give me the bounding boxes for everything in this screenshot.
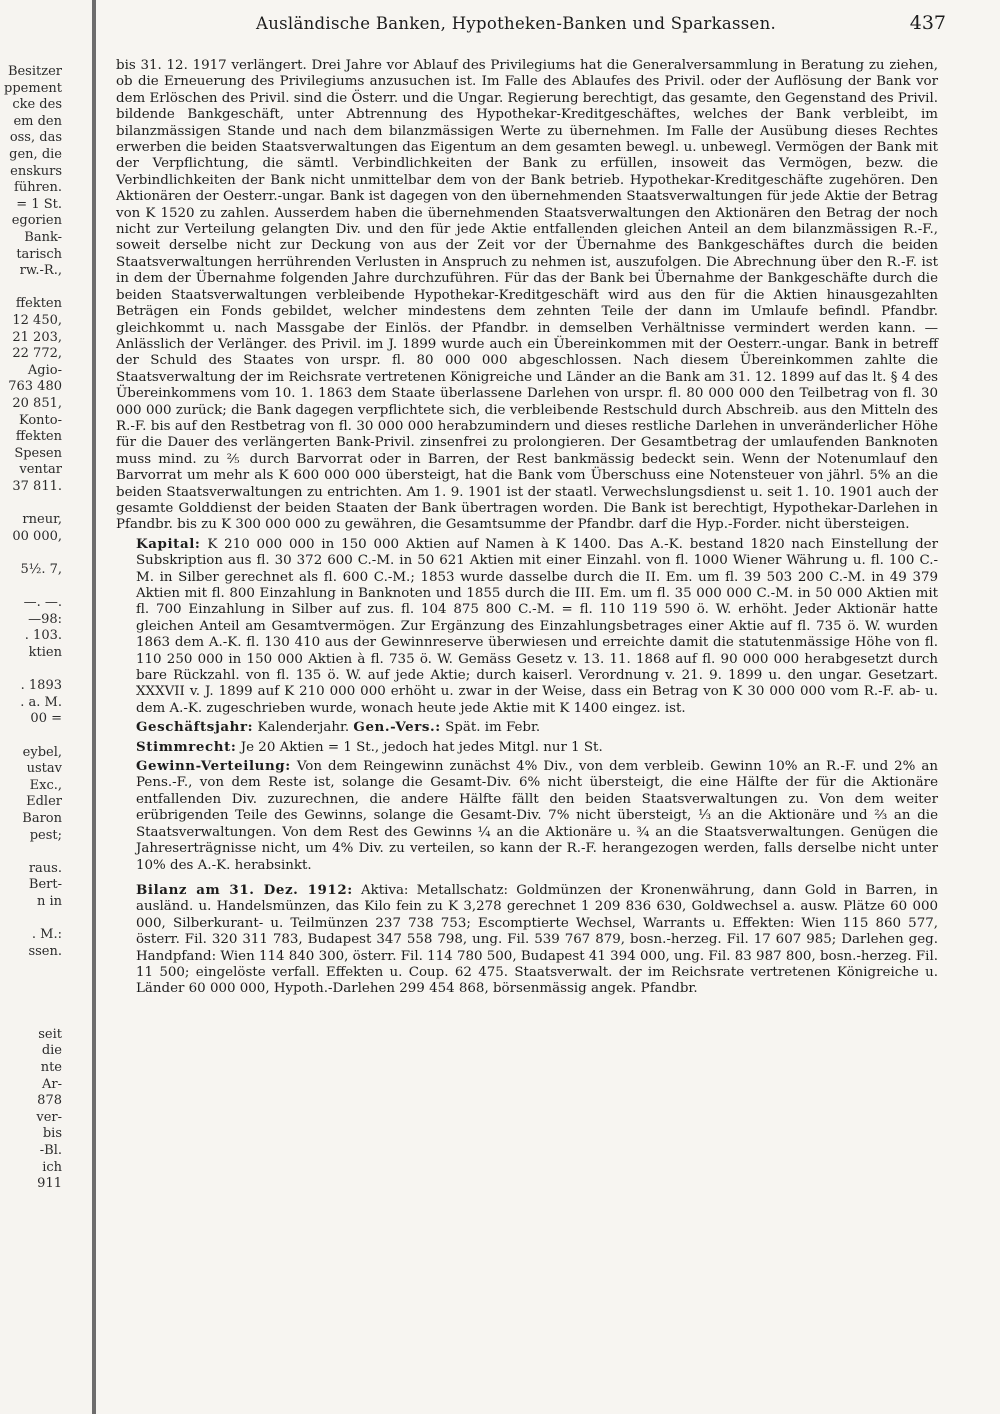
margin-fragment: pest; (29, 827, 62, 843)
margin-fragment: 21 203, (12, 329, 62, 345)
kapital-text: K 210 000 000 in 150 000 Aktien auf Namen à K 1400. Das A.-K. bestand 1820 nach Einstellung der Subskription aus fl. 30 372 600 C.-M. in 50 621 Aktien mit einer Einzahl. von fl. 1000 Wiener Währung u. fl. 100 C.-M. in Silber gerechnet als fl. 600 C.-M.; 1853 wurde dasselbe durch die II. Em. um fl. 39 503 200 C.-M. in 49 379 Aktien mit fl. 800 Einzahlung in Banknoten und 1855 durch die III. Em. um fl. 35 000 000 C.-M. in 50 000 Aktien mit fl. 700 Einzahlung in Silber auf zus. fl. 104 875 800 C.-M. = fl. 110 119 590 ö. W. erhöht. Jeder Aktionär hatte gleichen Anteil am Gesamtvermögen. Zur Ergänzung des Einzahlungsbetrages einer Aktie auf fl. 735 ö. W. wurden 1863 dem A.-K. fl. 130 410 aus der Gewinnreserve überwiesen und erreichte damit die statutenmässige Höhe von fl. 110 250 000 in 150 000 Aktien à fl. 735 ö. W. Gemäss Gesetz v. 13. 11. 1868 auf fl. 90 000 000 herabgesetzt durch bare Rückzahl. von fl. 135 ö. W. auf jede Aktie; durch kaiserl. Verordnung v. 21. 9. 1899 u. den ungar. Gesetzart. XXXVII v. J. 1899 auf K 210 000 000 erhöht u. zwar in der Weise, dass ein Betrag von K 30 000 000 vom R.-F. ab- u. dem A.-K. zugeschrieben wurde, wonach heute jede Aktie mit K 1400 eingez. ist. (136, 536, 938, 716)
margin-fragment: em den (13, 113, 62, 129)
margin-fragment: enskurs (10, 163, 62, 179)
margin-fragment: 22 772, (12, 346, 62, 362)
margin-fragment: 763 480 (8, 379, 62, 395)
bilanz-label: Bilanz am 31. Dez. 1912: (136, 881, 353, 898)
margin-fragment: 37 811. (12, 479, 62, 494)
margin-fragment: ffekten (15, 429, 62, 445)
margin-fragment: raus. (28, 860, 62, 876)
bilanz-paragraph (116, 882, 938, 998)
margin-fragment: ssen. (28, 943, 62, 959)
geschaeftsjahr-label: Geschäftsjahr: (136, 719, 254, 736)
stimmrecht-label: Stimmrecht: (136, 738, 237, 755)
margin-fragment: = 1 St. (16, 196, 62, 212)
margin-fragment: n in (36, 894, 62, 909)
margin-fragment: die (41, 1043, 62, 1059)
margin-fragment: Baron (22, 811, 62, 826)
margin-fragment: 00 = (30, 711, 62, 727)
margin-fragment: 20 851, (12, 396, 62, 411)
margin-fragment: ffekten (15, 296, 62, 312)
margin-fragment: Edler (26, 794, 62, 810)
genvers-label: Gen.-Vers.: (353, 719, 441, 736)
margin-fragment: 911 (37, 1176, 62, 1192)
margin-fragment: . a. M. (20, 694, 62, 710)
margin-fragment: seit (38, 1026, 62, 1042)
margin-fragment: . 1893 (20, 678, 62, 694)
margin-fragment: egorien (11, 213, 62, 229)
page-header (96, 14, 946, 36)
intro-paragraph: bis 31. 12. 1917 verlängert. Drei Jahre vor Ablauf des Privilegiums hat die Generalversammlung in Beratung zu ziehen, ob die Erneuerung des Privilegiums anzusuchen ist. Im Falle des Ablaufes des Privil. oder der Auflösung der Bank vor dem Erlöschen des Privil. sind die Österr. und die Ungar. Regierung berechtigt, das gesamte, den Gegenstand des Privil. bildende Bankgeschäft, unter Abtrennung des Hypothekar-Kreditgeschäftes, welches der Bank verbleibt, im bilanzmässigen Stande und nach dem bilanzmässigen Werte zu übernehmen. Im Falle der Ausübung dieses Rechtes erwerben die beiden Staatsverwaltungen das Eigentum an dem gesamten bewegl. u. unbewegl. Vermögen der Bank mit der Verpflichtung, die sämtl. Verbindlichkeiten der Bank zu erfüllen, insoweit das Vermögen, bezw. die Verbindlichkeiten der Bank nicht unmittelbar dem von der Bank betrieb. Hypothekar-Kreditgeschäfte zugehören. Den Aktionären der Oesterr.-ungar. Bank ist dagegen von den übernehmenden Staatsverwaltungen für jede Aktie der Betrag von K 1520 zu zahlen. Ausserdem haben die übernehmenden Staatsverwaltungen den Aktionären den Betrag der noch nicht zur Verteilung gelangten Div. und den für jede Aktie entfallenden gleichen Anteil an dem bilanzmässigen R.-F., soweit derselbe nicht zur Deckung von aus der Zeit vor der Übernahme des Bankgeschäftes durch die beiden Staatsverwaltungen herrührenden Verlusten in Anspruch zu nehmen ist, auszufolgen. Die Abrechnung über den R.-F. ist in dem der Übernahme folgenden Jahre durchzuführen. Für das der Bank bei Übernahme der Bankgeschäfte durch die beiden Staatsverwaltungen verbleibende Hypothekar-Kreditgeschäft wird aus den für die Aktien hinausgezahlten Beträgen ein Fonds gebildet, welcher mindestens dem zehnten Teile der dann im Umlaufe befindl. Pfandbr. gleichkommt u. nach Massgabe der Einlös. der Pfandbr. in demselben Verhältnisse vermindert werden kann. — Anlässlich der Verlänger. des Privil. im J. 1899 wurde auch ein Übereinkommen mit der Oesterr.-ungar. Bank in betreff der Schuld des Staates von urspr. fl. 80 000 000 abgeschlossen. Nach diesem Übereinkommen zahlte die Staatsverwaltung der im Reichsrate vertretenen Königreiche und Länder an die Bank am 31. 12. 1899 auf das lt. § 4 des Übereinkommens vom 10. 1. 1863 dem Staate überlassene Darlehen von urspr. fl. 80 000 000 den Teilbetrag von fl. 30 000 000 zurück; die Bank dagegen verpflichtete sich, die verbleibende Restschuld durch Abschreib. aus den Mitteln des R.-F. bis auf den Restbetrag von fl. 30 000 000 herabzumindern und dieses restliche Darlehen in unveränderlicher Höhe für die Dauer des verlängerten Bank-Privil. zinsenfrei zu prolongieren. Der Gesamtbetrag der umlaufenden Banknoten muss mind. zu ⅖ durch Barvorrat oder in Barren, der Rest bankmässig bedeckt sein. Wenn der Notenumlauf den Barvorrat um mehr als K 600 000 000 übersteigt, hat die Bank vom Überschuss eine Notensteuer von jährl. 5% an die beiden Staatsverwaltungen zu entrichten. Am 1. 9. 1901 ist der staatl. Verwechslungsdienst u. seit 1. 10. 1901 auch der gesamte Golddienst der beiden Staaten der Bank übertragen worden. Die Bank ist berechtigt, Hypothekar-Darlehen in Pfandbr. bis zu K 300 000 000 zu gewähren, die Gesamtsumme der Pfandbr. darf die Hyp.-Forder. nicht übersteigen. (116, 58, 938, 533)
margin-fragment: 12 450, (12, 313, 62, 328)
margin-fragment: ich (42, 1159, 62, 1175)
geschaeftsjahr-paragraph (116, 719, 938, 736)
margin-fragment: bis (42, 1126, 62, 1142)
page-body (116, 58, 938, 998)
margin-fragment: Bert- (28, 877, 62, 893)
gewinn-label: Gewinn-Verteilung: (136, 758, 291, 775)
margin-fragment: Exc., (29, 777, 62, 793)
margin-fragment: rneur, (22, 512, 62, 528)
page-number: 437 (909, 12, 946, 34)
margin-fragment: 00 000, (12, 528, 62, 544)
genvers-text: Spät. im Febr. (445, 720, 541, 736)
margin-fragment: ventar (19, 462, 62, 478)
margin-fragment: ver- (36, 1109, 62, 1125)
margin-fragment: -Bl. (39, 1143, 62, 1158)
gewinn-text: Von dem Reingewinn zunächst 4% Div., von dem verbleib. Gewinn 10% an R.-F. und 2% an Pens.-F., von dem Reste ist, solange die Gesamt-Div. 6% nicht übersteigt, die eine Hälfte der für die Aktionäre entfallenden Div. zuzurechnen, die andere Hälfte fällt den beiden Staatsverwaltungen zu. Von dem weiter erübrigenden Teile des Gewinns, solange die Gesamt-Div. 7% nicht übersteigt, ⅓ an die Aktionäre und ⅔ an die Staatsverwaltungen. Von dem Rest des Gewinns ¼ an die Aktionäre u. ¾ an die Staatsverwaltungen. Genügen die Jahreserträgnisse nicht, um 4% Div. zu verteilen, so kann der R.-F. herangezogen werden, falls derselbe nicht unter 10% des A.-K. herabsinkt. (136, 759, 938, 873)
margin-fragment: Spesen (14, 445, 62, 461)
margin-fragment: Agio- (27, 362, 62, 378)
stimmrecht-text: Je 20 Aktien = 1 St., jedoch hat jedes Mitgl. nur 1 St. (240, 739, 603, 755)
margin-fragment: rw.-R., (19, 263, 62, 279)
geschaeftsjahr-text: Kalenderjahr. (257, 720, 350, 736)
gewinn-paragraph (116, 758, 938, 874)
margin-fragment: 5½. 7, (20, 562, 62, 577)
margin-fragment: tarisch (16, 246, 62, 262)
margin-fragment: ustav (26, 761, 62, 777)
margin-fragment: nte (40, 1060, 62, 1075)
margin-fragment: eybel, (22, 744, 62, 760)
bilanz-text: Aktiva: Metallschatz: Goldmünzen der Kronenwährung, dann Gold in Barren, in ausländ. u. Handelsmünzen, das Kilo fein zu K 3,278 gerechnet 1 209 836 630, Goldwechsel a. ausw. Plätze 60 000 000, Silberkurant- u. Teilmünzen 237 738 753; Escomptierte Wechsel, Warrants u. Effekten: Wien 115 860 577, österr. Fil. 320 311 783, Budapest 347 558 798, ung. Fil. 539 767 879, bosn.-herzeg. Fil. 17 607 985; Darlehen geg. Handpfand: Wien 114 840 300, österr. Fil. 114 780 500, Budapest 41 394 000, ung. Fil. 83 987 800, bosn.-herzeg. Fil. 11 500; eingelöste verfall. Effekten u. Coup. 62 475. Staatsverwalt. der im Reichsrate vertretenen Königreiche u. Länder 60 000 000, Hypoth.-Darlehen 299 454 868, börsenmässig angek. Pfandbr. (136, 882, 938, 997)
running-title: Ausländische Banken, Hypotheken-Banken und Sparkassen. (256, 14, 777, 33)
margin-fragment: —98: (28, 611, 62, 627)
margin-fragment: Ar- (42, 1076, 62, 1092)
margin-fragment: gen, die (9, 147, 62, 162)
margin-fragment: . 103. (24, 628, 62, 644)
margin-fragment: cke des (12, 97, 62, 113)
margin-fragment: ppement (4, 80, 62, 96)
margin-fragment: oss, das (9, 130, 62, 146)
kapital-paragraph (116, 536, 938, 717)
margin-fragment: Konto- (18, 412, 62, 428)
kapital-label: Kapital: (136, 535, 201, 552)
margin-fragment: ktien (28, 645, 62, 660)
margin-fragment: führen. (14, 180, 62, 196)
left-page-margin (0, 0, 92, 1414)
margin-fragment: —. —. (23, 595, 62, 611)
page (96, 0, 1000, 1414)
margin-fragment: . M.: (31, 927, 62, 943)
margin-fragment: Bank- (24, 230, 62, 245)
margin-fragment: Besitzer (7, 64, 62, 79)
stimmrecht-paragraph (116, 739, 938, 756)
margin-fragment: 878 (37, 1093, 62, 1109)
